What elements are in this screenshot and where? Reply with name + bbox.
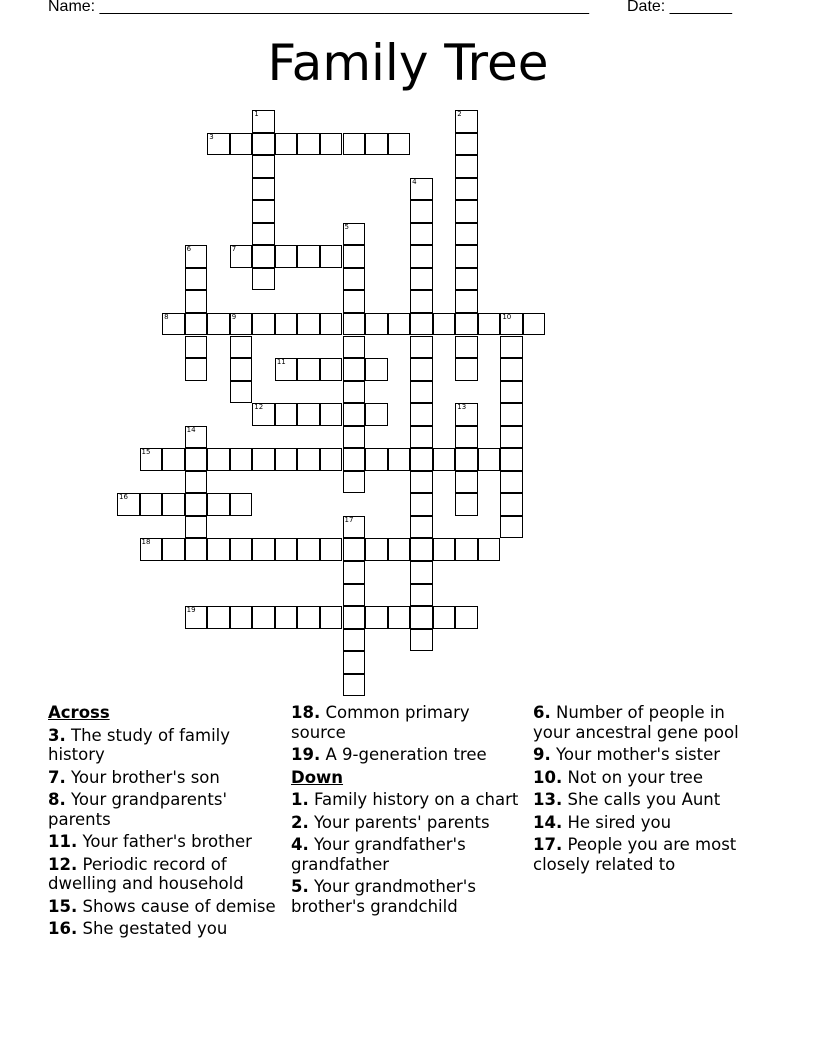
grid-cell[interactable] (185, 516, 208, 539)
grid-cell[interactable] (320, 448, 343, 471)
grid-cell[interactable] (343, 381, 366, 404)
grid-cell[interactable] (455, 268, 478, 291)
grid-cell[interactable] (252, 133, 275, 156)
grid-cell[interactable] (230, 538, 253, 561)
clue-down-10: 10. Not on your tree (533, 767, 703, 787)
grid-cell[interactable] (410, 313, 433, 336)
grid-cell[interactable] (455, 471, 478, 494)
grid-cell[interactable] (410, 448, 433, 471)
page-title: Family Tree (267, 34, 549, 92)
grid-cell[interactable] (410, 200, 433, 223)
clue-down-1: 1. Family history on a chart (291, 790, 519, 809)
cell-number: 1 (254, 110, 259, 118)
grid-cell[interactable] (297, 245, 320, 268)
grid-cell[interactable] (252, 245, 275, 268)
grid-cell[interactable] (207, 313, 230, 336)
clue-across-3: 3. The study of family history (48, 725, 231, 764)
grid-cell[interactable] (343, 313, 366, 336)
grid-cell[interactable] (455, 245, 478, 268)
grid-cell[interactable] (478, 313, 501, 336)
grid-cell[interactable] (410, 290, 433, 313)
grid-cell[interactable] (455, 290, 478, 313)
grid-cell[interactable] (320, 403, 343, 426)
clue-across-8: 8. Your grandparents' parents (48, 790, 227, 829)
grid-cell[interactable] (297, 448, 320, 471)
grid-cell[interactable] (275, 245, 298, 268)
grid-cell[interactable] (297, 133, 320, 156)
grid-cell[interactable] (410, 516, 433, 539)
grid-cell[interactable] (185, 426, 208, 449)
grid-cell[interactable] (230, 336, 253, 359)
grid-cell[interactable] (185, 290, 208, 313)
grid-cell[interactable] (185, 245, 208, 268)
grid-cell[interactable] (500, 403, 523, 426)
grid-cell[interactable] (343, 426, 366, 449)
clue-down-17: 17. People you are most closely related to (533, 835, 737, 874)
grid-cell[interactable] (275, 358, 298, 381)
grid-cell[interactable] (343, 674, 366, 697)
grid-cell[interactable] (455, 133, 478, 156)
grid-cell[interactable] (410, 358, 433, 381)
grid-cell[interactable] (185, 268, 208, 291)
clue-across-16: 16. She gestated you (48, 919, 228, 938)
grid-cell[interactable] (365, 538, 388, 561)
grid-cell[interactable] (455, 223, 478, 246)
grid-cell[interactable] (343, 336, 366, 359)
grid-cell[interactable] (252, 200, 275, 223)
grid-cell[interactable] (275, 313, 298, 336)
grid-cell[interactable] (388, 448, 411, 471)
grid-cell[interactable] (433, 538, 456, 561)
grid-cell[interactable] (365, 606, 388, 629)
cell-number: 10 (502, 312, 512, 321)
grid-cell[interactable] (500, 448, 523, 471)
grid-cell[interactable] (185, 448, 208, 471)
grid-cell[interactable] (455, 155, 478, 178)
grid-cell[interactable] (388, 133, 411, 156)
grid-cell[interactable] (343, 584, 366, 607)
grid-cell[interactable] (207, 448, 230, 471)
grid-cell[interactable] (185, 471, 208, 494)
grid-cell[interactable] (252, 538, 275, 561)
grid-cell[interactable] (343, 268, 366, 291)
grid-cell[interactable] (500, 381, 523, 404)
cell-number: 16 (119, 493, 128, 502)
grid-cell[interactable] (455, 336, 478, 359)
clues-column-2 (291, 703, 523, 919)
grid-cell[interactable] (343, 358, 366, 381)
grid-cell[interactable] (252, 268, 275, 291)
grid-cell[interactable] (500, 426, 523, 449)
grid-cell[interactable] (455, 426, 478, 449)
grid-cell[interactable] (343, 223, 366, 246)
grid-cell[interactable] (252, 403, 275, 426)
grid-cell[interactable] (230, 313, 253, 336)
grid-cell[interactable] (500, 471, 523, 494)
grid-cell[interactable] (275, 448, 298, 471)
grid-cell[interactable] (410, 268, 433, 291)
grid-cell[interactable] (433, 313, 456, 336)
grid-cell[interactable] (343, 290, 366, 313)
grid-cell[interactable] (343, 245, 366, 268)
grid-cell[interactable] (433, 606, 456, 629)
grid-cell[interactable] (410, 403, 433, 426)
grid-cell[interactable] (297, 403, 320, 426)
clue-across-7: 7. Your brother's son (48, 767, 220, 787)
grid-cell[interactable] (162, 493, 185, 516)
cell-number: 8 (164, 312, 169, 321)
grid-cell[interactable] (185, 606, 208, 629)
grid-cell[interactable] (365, 313, 388, 336)
grid-cell[interactable] (343, 403, 366, 426)
cell-number: 11 (276, 358, 286, 367)
grid-cell[interactable] (230, 133, 253, 156)
clue-across-11: 11. Your father's brother (48, 832, 252, 851)
grid-cell[interactable] (410, 538, 433, 561)
grid-cell[interactable] (500, 516, 523, 539)
clue-down-13: 13. She calls you Aunt (533, 790, 721, 809)
cell-number: 19 (186, 606, 196, 615)
grid-cell[interactable] (410, 606, 433, 629)
grid-cell[interactable] (275, 403, 298, 426)
grid-cell[interactable] (140, 493, 163, 516)
cell-number: 17 (344, 515, 354, 524)
grid-cell[interactable] (297, 538, 320, 561)
clue-across-15: 15. Shows cause of demise (48, 896, 276, 916)
grid-cell[interactable] (433, 448, 456, 471)
grid-cell[interactable] (455, 110, 478, 133)
grid-cell[interactable] (320, 358, 343, 381)
grid-cell[interactable] (320, 133, 343, 156)
grid-cell[interactable] (455, 448, 478, 471)
grid-cell[interactable] (207, 606, 230, 629)
cell-number: 4 (412, 177, 417, 186)
grid-cell[interactable] (275, 538, 298, 561)
cell-number: 3 (209, 132, 214, 141)
clues-column-3 (533, 703, 765, 877)
grid-cell[interactable] (320, 606, 343, 629)
cell-number: 18 (141, 538, 151, 547)
grid-cell[interactable] (500, 313, 523, 336)
grid-cell[interactable] (252, 448, 275, 471)
grid-cell[interactable] (185, 313, 208, 336)
grid-cell[interactable] (455, 358, 478, 381)
clue-down-4: 4. Your grandfather's grandfather (291, 835, 466, 874)
grid-cell[interactable] (343, 516, 366, 539)
cell-number: 7 (231, 245, 237, 254)
cell-number: 15 (141, 448, 151, 457)
grid-cell[interactable] (230, 448, 253, 471)
grid-cell[interactable] (252, 155, 275, 178)
grid-cell[interactable] (297, 313, 320, 336)
grid-cell[interactable] (185, 336, 208, 359)
grid-cell[interactable] (343, 448, 366, 471)
grid-cell[interactable] (455, 200, 478, 223)
grid-cell[interactable] (252, 606, 275, 629)
grid-cell[interactable] (343, 471, 366, 494)
grid-cell[interactable] (140, 448, 163, 471)
grid-cell[interactable] (252, 110, 275, 133)
grid-cell[interactable] (162, 448, 185, 471)
grid-cell[interactable] (297, 606, 320, 629)
grid-cell[interactable] (410, 493, 433, 516)
grid-cell[interactable] (500, 493, 523, 516)
grid-cell[interactable] (455, 606, 478, 629)
grid-cell[interactable] (410, 584, 433, 607)
grid-cell[interactable] (230, 245, 253, 268)
grid-cell[interactable] (207, 538, 230, 561)
grid-cell[interactable] (410, 381, 433, 404)
grid-cell[interactable] (230, 381, 253, 404)
grid-cell[interactable] (117, 493, 140, 516)
grid-cell[interactable] (410, 471, 433, 494)
grid-cell[interactable] (500, 358, 523, 381)
grid-cell[interactable] (320, 538, 343, 561)
grid-cell[interactable] (478, 448, 501, 471)
grid-cell[interactable] (230, 606, 253, 629)
down-heading: Down (291, 767, 344, 787)
grid-cell[interactable] (478, 538, 501, 561)
grid-cell[interactable] (140, 538, 163, 561)
grid-cell[interactable] (162, 538, 185, 561)
grid-cell[interactable] (185, 538, 208, 561)
grid-cell[interactable] (275, 133, 298, 156)
grid-cell[interactable] (410, 426, 433, 449)
grid-cell[interactable] (252, 178, 275, 201)
cell-number: 5 (344, 222, 349, 231)
grid-cell[interactable] (410, 245, 433, 268)
cell-number: 2 (457, 110, 462, 118)
grid-cell[interactable] (500, 336, 523, 359)
clue-across-19: 19. A 9-generation tree (291, 745, 487, 764)
grid-cell[interactable] (410, 223, 433, 246)
clue-down-9: 9. Your mother's sister (533, 745, 721, 764)
cell-number: 6 (186, 245, 192, 254)
clue-down-2: 2. Your parents' parents (291, 812, 490, 832)
date-field-label: Date: _______ (627, 0, 732, 15)
grid-cell[interactable] (343, 629, 366, 652)
clue-across-12: 12. Periodic record of dwelling and household (48, 854, 244, 893)
grid-cell[interactable] (343, 133, 366, 156)
cell-number: 9 (231, 312, 237, 321)
grid-cell[interactable] (410, 336, 433, 359)
grid-cell[interactable] (455, 493, 478, 516)
grid-cell[interactable] (207, 133, 230, 156)
grid-cell[interactable] (455, 538, 478, 561)
cell-number: 12 (254, 403, 264, 412)
name-field-label: Name: _______________________________________________________ (48, 0, 589, 15)
grid-cell[interactable] (523, 313, 546, 336)
grid-cell[interactable] (388, 538, 411, 561)
grid-cell[interactable] (252, 313, 275, 336)
grid-cell[interactable] (410, 561, 433, 584)
grid-cell[interactable] (365, 358, 388, 381)
across-heading: Across (48, 703, 110, 722)
cell-number: 13 (457, 403, 467, 412)
clue-down-6: 6. Number of people in your ancestral gene pool (533, 703, 739, 742)
clues-column-1 (48, 703, 280, 942)
grid-cell[interactable] (388, 313, 411, 336)
grid-cell[interactable] (365, 403, 388, 426)
grid-cell[interactable] (455, 403, 478, 426)
grid-cell[interactable] (185, 358, 208, 381)
grid-cell[interactable] (410, 629, 433, 652)
grid-cell[interactable] (365, 133, 388, 156)
grid-cell[interactable] (343, 561, 366, 584)
grid-cell[interactable] (230, 358, 253, 381)
grid-cell[interactable] (320, 245, 343, 268)
grid-cell[interactable] (252, 223, 275, 246)
grid-cell[interactable] (343, 606, 366, 629)
grid-cell[interactable] (297, 358, 320, 381)
cell-number: 14 (186, 425, 196, 434)
grid-cell[interactable] (388, 606, 411, 629)
grid-cell[interactable] (410, 178, 433, 201)
clue-down-14: 14. He sired you (533, 812, 672, 832)
grid-cell[interactable] (455, 313, 478, 336)
grid-cell[interactable] (343, 538, 366, 561)
grid-cell[interactable] (455, 178, 478, 201)
grid-cell[interactable] (185, 493, 208, 516)
grid-cell[interactable] (230, 493, 253, 516)
clue-down-5: 5. Your grandmother's brother's grandchild (291, 877, 476, 916)
grid-cell[interactable] (320, 313, 343, 336)
clue-across-18: 18. Common primary source (291, 703, 470, 742)
grid-cell[interactable] (365, 448, 388, 471)
grid-cell[interactable] (162, 313, 185, 336)
grid-cell[interactable] (207, 493, 230, 516)
grid-cell[interactable] (343, 651, 366, 674)
grid-cell[interactable] (275, 606, 298, 629)
